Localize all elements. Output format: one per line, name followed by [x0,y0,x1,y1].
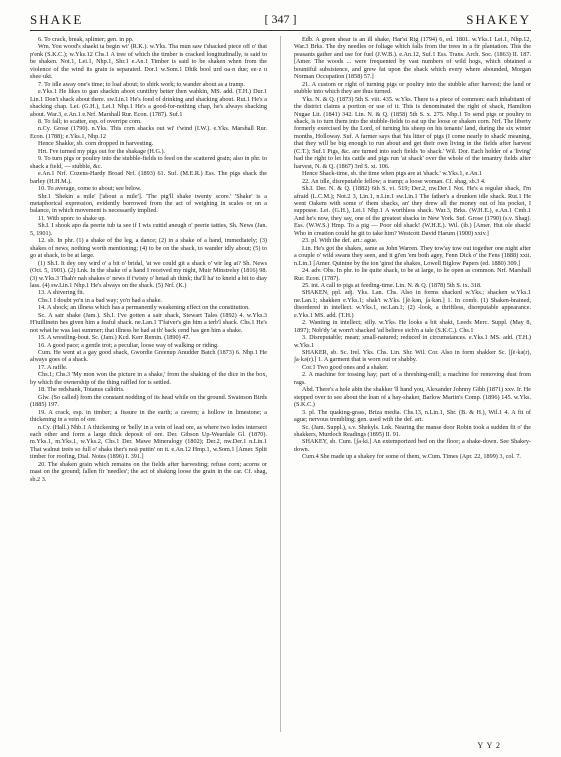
entry-paragraph: Hence Shack-time, sb. the time when pigs are at 'shack.' w.Yks.1, e.An.1 [302,170,483,178]
entry-paragraph: n.Cy. (Hall.) Nhb.1 A thickening or 'belly' in a vein of lead ore, as where two lodes intersect each other and form a large thick deposit of ore. Der. Gibson Up-Weardale Gl. (1870). m.Yks.1, m.Yks.1, w.Yks.2, Chs.1 Der. Mawe Mineralogy (1802); Der.2, nw.Der.1 n.Lin.1 That walnut treës so full o' shaks ther's noä puttin' on it. e.An.12 Hmp.1, w.Som.1 [Amer. Split timber for roofing, Dial. Notes (1896) I. 391.] [30,423,267,461]
entry-paragraph: 2. A machine for tossing hay; part of a threshing-mill; a machine for removing dust from rags. [294,371,531,386]
header-right-headword: SHAKEY [466,12,531,27]
entry-paragraph: Hrt. I've turned my pigs out for the shakage (H.G.). [38,147,166,155]
entry-paragraph: 19. A crack, esp. in timber; a fissure in the earth; a cavern; a hollow in limestone; a thickening in a vein of ore. [30,408,267,424]
entry-paragraph: Yks. N. & Q. (1873) 5th S. viii. 435. w.Yks. There is a piece of common: each inhabitant of the district claims a portion or use of it. This is denominated the right of shack, Hamilton Nugae Lit. (1841) 342. Lin. N. & Q. (1858) 5th S. x. 275. Nhp.1 To send pigs or poultry to shack, is to turn them into the stubble-fields to eat up the loose or shaken corn. Nrf. The liberty formerly exercised by the Lord, of turning his sheep on his tenants' land, during the six winter months, Holloway. Suf. A farmer says that 'his litter of pigs (I come nearly to shack' meaning, that they will be big enough to run about and get their own living in the fields after harvest (C.T.); Suf.1 Pigs, &c. are turned into such fields 'to shack.' Wil. Dor. Each holder of a 'living' had the right to let his cattle and pigs run 'at shack' over the whole of the tenantry fields after harvest, N. & Q. (1867) 3rd S. xi. 106. [294,95,531,170]
page-number: [ 347 ] [264,12,297,26]
entry-paragraph: Cum. He went at a gay good shack, Gwordie Greenup Anudder Batch (1873) 6. Nhp.1 He always goes of a shack. [30,349,267,364]
entry-paragraph: (1) Sh.I. It dey ony wird o' a bit o' bridal, 'at we could git a shack o' wir leg at? Sh. News (Oct. 5, 1901). (2) Lnk. In the shake of a hand I received my night, Muir Minstrelsy (1816) 98. (3) w.Yks.3 Thah'r nah shakes o' news if t'wisty o' hetad ah think; tha'll ha' to kneid a bit to diay lass. (4) sw.Lin.1 Nhp.1 He's always on the shack. (5) Nrf. (K.) [30,259,267,289]
entry-paragraph: 6. To crack, break, splinter; gen. in pp. [38,36,134,43]
entry-paragraph: Glw. (So called) from the constant nodding of its head while on the ground. Swainson Birds (1885) 197. [30,393,267,409]
entry-paragraph: SHAKER, sb. Sc. Irel. Yks. Chs. Lin. Shr. Wil. Cor. Also in form shakker Sc. [ʃē·kə(r), ʃa·kə(r).] 1. A garment that is worn out or shabby. [294,349,531,364]
header-left-headword: SHAKE [30,12,84,27]
entry-paragraph: e.Yks.1 He likes to gan shackin aboot cuntthry better then wahkin, MS. add. (T.H.) Dur.1 Lin.1 Don't shack about there. sw.Lin.1 He's fond of drinking and shacking about. Rut.1 He's a shacking chap. Lei. (G.H.), Lei.1 Nhp.1 He's a good-for-nothing chap, he's always shacking about. War.3, e.An.1 e.Nrf. Marshall Rur. Econ. (1787). Suf.1 [30,88,267,118]
entry-paragraph: Sh.I. I shook apo da peerie tub ta see if I wis cuttid aneugh o' peerie tatties, Sh. News (Jan. 5, 1901). [30,222,267,237]
entry-paragraph: Sh.I. Der. N. & Q. (1882) 6th S. vi. 519; Der.2, nw.Der.1 Not. He's a regular shack, I'm afraid (L.C.M.); Not.2 3, Lin.1, n.Lin.1 sw.Lin.1 The father's a drunken idle shack. Rut.1 He went Oakem with some o' them shacks, an' they drew all the money out of his pocket, I supposse. Lei. (G.H.), Lei.1 Nhp.1 A worthless shack. War.3, Brks. (W.H.E.), e.An.1 Cmb.1 And he's now, they say, one of the greatest shacks in New York. Suf. Grose (1790) (s.v. Shag). Ess. (W.W.S.) Hmp. To a pig — Poor old shack! (W.H.E.). Wil. (ib.) [Amer. Hut ole shack! Who in creation could he git to take him? Westcott David Harum (1900) xxiv.] [294,185,531,237]
entry-paragraph: Edb. A green shear is an ill shake, Har'st Rig (1794) 6, ed. 1801. w.Yks.1 Lei.1, Nhp.12, War.3 Brks. The dry needles or foliage which falls from the trees in a fir plantation. This the peasants gather and use for fuel (J.W.B.). e.An.12, Suf.1 Ess. Trans. Arch. Soc. (1863) II. 187. [Amer. The woods ... were frequented by vast numbers of wild hogs, which obtained a bountiful subsistence, and grew fat upon the shack which every where abounded, Morgan Norman Occupation (1858) 57.] [294,36,531,81]
right-column [294,36,531,732]
entry-paragraph: e.An.1 Nrf. Cozens-Hardy Broad Nrf. (1893) 61. Suf. (M.E.R.) Ess. The pigs shack the barley (H.H.M.). [30,170,267,185]
entry-paragraph: 22. An idle, disreputable fellow; a tramp; a loose woman. Cf. shag, sb.3 4. [302,177,486,185]
header-rule [30,30,531,31]
entry-paragraph: 2. Wanting in intellect; silly. w.Yks. He looks a bit shakt, Leeds Merc. Suppl. (May 8, 1897); Nob'dy 'at worn't shacked 'ad believe sich'n a tale (S.K.C.). Chs.1 [294,319,531,334]
entry-paragraph: 23. pl. With the def. art.: ague. [302,237,378,245]
entry-paragraph: 17. A raffle. [38,363,68,371]
entry-paragraph: 10. To average, come to about; see below. [38,185,142,193]
entry-paragraph: 20. The shaken grain which remains on the fields after harvesting; refuse corn; acorns or mast on the ground; fallen fir 'needles'; the act of shaking loose the grain in the car. Cf. shag, sb.2 3. [30,460,267,483]
entry-paragraph: Hence Shakke, sb. corn dropped in harvesting. [38,140,154,148]
entry-paragraph: 21. A custom or right of turning pigs or poultry into the stubble after harvest; the land or stubble into which they are thus turned. [294,80,531,96]
entry-paragraph: 7. To idle away one's time; to loaf about; to shirk work; to wander about as a tramp. [38,80,245,88]
entry-paragraph: 18. The redshank, Totanus calidris. [38,386,125,394]
entry-paragraph: 8. To fall; to scatter, esp. of overripe corn. [38,117,142,125]
entry-paragraph: Cum.4 She made up a shakey for some of them, w.Cum. Times (Apr. 22, 1899) 3, col. 7. [302,453,521,461]
left-column [30,36,267,732]
entry-paragraph: 9. To turn pigs or poultry into the stubble-fields to feed on the scattered grain; also in phr. to shack a field, — stubble, &c. [30,155,267,170]
entry-paragraph: Chs.1; Chs.3 'My mon won the picture in a shake,' from the shaking of the dice in the box, by which the ownership of the thing raffled for is settled. [30,371,267,386]
signature-mark: Y Y 2 [477,741,501,750]
entry-paragraph: Shr.1 'Shekin a mile' ['about a mile']. 'The pig'll shake twenty score.' 'Shake' is a metaphorical expression, evidently borrowed from the act of weighing in scales or on a balance, in which movement is necessarily implied. [30,192,267,215]
entry-paragraph: Wm. You wood's shaekt ta begin wi' (R.K.). w.Yks. Tha mun saw t'shacked piece off o' that p'enk (S.K.C.); w.Yks.12 Chs.1 A tree of which the timber is cracked longitudinally, is said to be shaken. Not.1, Lei.1, Nhp.1, Shr.1 e.An.1 Timber is said to be shaken when from the violence of the wind its grain is separated. Dor.1 w.Som.1 Dhik bool urd oa·n due; ee·z u shee·ukt. [30,43,267,81]
entry-paragraph: SHAKEY, sb. Cum. [ʃa·ki.] An extemporized bed on the floor; a shake-down. See Shakey-down. [294,438,531,453]
entry-paragraph: 16. A good pace; a gentle trot; a peculiar, loose way of walking or riding. [38,341,219,349]
entry-paragraph: Sc. A sair shake (Jam.). Sh.I. I've gotten a sair shack, Stewart Tales (1892) 4. w.Yks.3 H'iuillinetn hes given him a feaful shack. ne.Lan.1 T'faiver's gin him a terb'l shack. Chs.1 He's not what he was last summer; that illness he had at th' back cend has gen him a shake. [30,311,267,334]
entry-paragraph: Abd. There's a hole abin the shakker 'll hand you, Alexander Johnny Gibb (1871) xxv. Ir. He stepped over to see about the loan of a hay-shaker, Barlow Martin's Comp. (1896) 145. w.Yks. (S.K.C.) [294,386,531,409]
entry-paragraph: SHAKEN, ppl. adj. Yks. Lan. Chs. Also in forms shacked w.Yks.; shacken w.Yks.1 ne.Lan.1; shakken e.Yks.1; shak't w.Yks. [ʃē·kən, ʃa·kən.] 1. In comb. (1) Shaken-brained, disordered in intellect. w.Yks.1, ne.Lan.1; (2) -look, a thriftless, disreputable appearance. e.Yks.1 MS. add. (T.H.) [294,289,531,319]
entry-paragraph: 15. A wrestling-bout. Sc. (Jam.) Kcd. Kerr Remin. (1890) 47. [38,334,190,342]
entry-paragraph: Chs.1 I doubt yo'n in a bad way; yo'n had a shake. [38,296,163,304]
entry-paragraph: 3. Disreputable; mean; small-natured; reduced in circumstances. e.Yks.1 MS. add. (T.H.) w.Yks.1 [294,334,531,349]
entry-paragraph: Sc. (Jam. Suppl.), s.v. Shekyls. Lnk. Nearing the manse door Robin took a sudden fit o' the shakkers, Murdoch Readings (1895) II. 91. [294,423,531,439]
entry-paragraph: 13. A shivering fit. [38,289,85,297]
entry-paragraph: n.Cy. Grose (1790). n.Yks. This corn shacks out wi' t'wind (I.W.). e.Yks. Marshall Rur. Econ. (1788); e.Yks.1, Nhp.12 [30,125,267,140]
entry-paragraph: 14. A shock; an illness which has a permanently weakening effect on the constitution. [38,304,250,312]
page-header [30,10,531,32]
entry-paragraph: Lin. He's got the shakes, same as John Warren. They tow'ay tow out together one night after a couple o' wild swans they seen, and it gi'en 'em both agey, Fenn Dick o' the Fens (1888) xxii. n.Lin.1 [Amer. Quinine by the ton 'ginst the shakes, Lowell Biglow Papers (ed. 1880) 309.] [294,244,531,267]
entry-paragraph: Cor.1 Two good ones and a shaker. [302,363,389,371]
column-divider [280,36,281,732]
entry-paragraph: 24. adv. Obs. In phr. to lie quite shack, to be at large, to lie open as common. Nrf. Marshall Rur. Econ. (1787). [294,267,531,282]
entry-paragraph: 11. With upon: to shake up. [38,214,106,222]
entry-paragraph: 3. pl. The quaking-grass, Briza media. Chs.13, n.Lin.1, Shr. (B. & H.), Wil.1 4. A fit of ague; nervous trembling; gen. used with the def. art. [294,408,531,424]
entry-paragraph: 12. sb. In phr. (1) a shake of the leg, a dance; (2) in a shake of a hand, immediately; (3) shakes of news, nothing worth mentioning; (4) to be on the shack, to wander idly about; (5) to go at shack, to be at large. [30,237,267,260]
entry-paragraph: 25. int. A call to pigs at feeding-time. Lin. N. & Q. (1878) 5th S. ix. 318. [302,281,482,289]
